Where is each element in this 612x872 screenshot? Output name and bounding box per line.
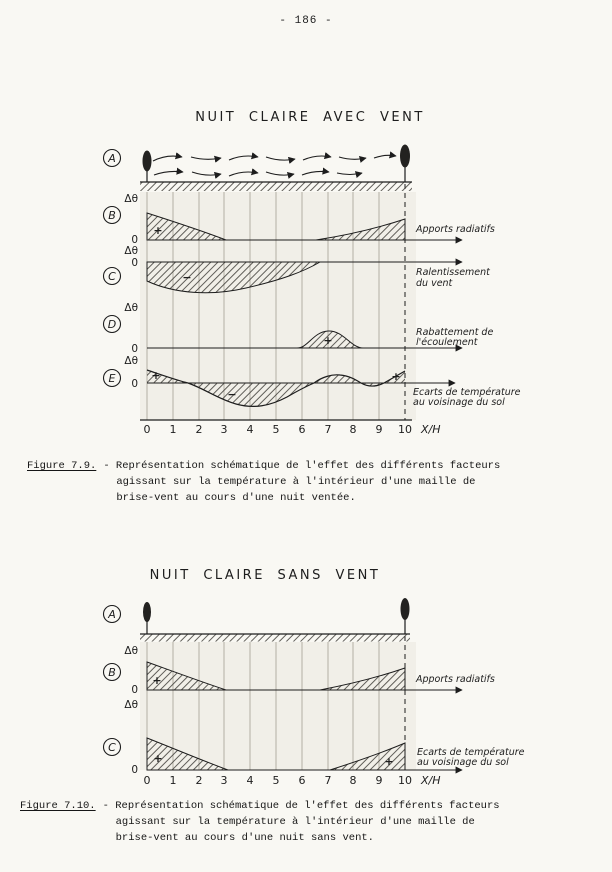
- figure-7-10-label: Figure 7.10.: [20, 800, 96, 812]
- tick-label: 1: [169, 423, 177, 436]
- zero-label: 0: [131, 764, 138, 776]
- label-voisinage-sol: au voisinage du sol: [413, 397, 505, 408]
- x-axis: [140, 420, 441, 436]
- plot-background: [140, 642, 416, 770]
- caption-line: - Représentation schématique de l'effet des différents facteurs: [103, 460, 501, 472]
- plus-sign: +: [151, 369, 161, 382]
- panel-letter-b: B: [108, 209, 116, 222]
- tick-label: 6: [298, 423, 306, 436]
- minus-sign: −: [227, 388, 237, 401]
- tick-label: 7: [324, 774, 332, 787]
- tick-label: 6: [298, 774, 306, 787]
- panel-letter-c: C: [108, 270, 116, 283]
- plus-sign: +: [153, 224, 163, 237]
- caption-text: [103, 458, 500, 506]
- tick-label: 4: [246, 774, 254, 787]
- label-du-vent: du vent: [416, 278, 453, 289]
- figure-7-10-caption: [20, 798, 500, 846]
- caption-text: [103, 798, 500, 846]
- zero-label: 0: [131, 234, 138, 246]
- label-apports-radiatifs: Apports radiatifs: [416, 674, 495, 685]
- plus-sign: +: [153, 752, 163, 765]
- zero-label: 0: [131, 257, 138, 269]
- panel-a-flow-scheme: [104, 145, 413, 192]
- caption-line: agissant sur la température à l'intérieur d'une maille de: [115, 816, 475, 828]
- page-number: - 186 -: [279, 15, 333, 27]
- tick-label: 8: [349, 423, 357, 436]
- x-axis-unit-label: X/H: [421, 423, 441, 436]
- tick-label: 0: [143, 423, 151, 436]
- x-axis: [144, 774, 441, 787]
- delta-theta-label: Δθ: [124, 645, 138, 657]
- tick-label: 9: [375, 423, 383, 436]
- tick-label: 3: [220, 774, 228, 787]
- label-voisinage-sol: au voisinage du sol: [417, 757, 509, 768]
- caption-line: brise-vent au cours d'une nuit ventée.: [116, 492, 356, 504]
- tick-label: 1: [169, 774, 177, 787]
- figure-7-9-diagram: [0, 130, 612, 455]
- tree-left-icon: [143, 602, 151, 634]
- figure-7-10-diagram: [0, 592, 612, 792]
- panel-a-ground-scheme: [104, 598, 411, 642]
- x-axis-unit-label: X/H: [421, 774, 441, 787]
- plus-sign: +: [152, 674, 162, 687]
- figure1-title: NUIT CLAIRE AVEC VENT: [195, 110, 425, 125]
- delta-theta-label: Δθ: [124, 302, 138, 314]
- figure2-title: NUIT CLAIRE SANS VENT: [149, 568, 381, 583]
- tick-label: 2: [195, 423, 203, 436]
- plus-sign: +: [384, 755, 394, 768]
- label-ralentissement: Ralentissement: [416, 267, 490, 278]
- tick-label: 10: [398, 774, 412, 787]
- plus-sign: +: [391, 370, 401, 383]
- minus-sign: −: [182, 271, 192, 284]
- delta-theta-label: Δθ: [124, 699, 138, 711]
- tick-label: 0: [143, 774, 151, 787]
- panel-letter-c: C: [108, 741, 116, 754]
- zero-label: 0: [131, 378, 138, 390]
- tree-right-icon: [401, 598, 410, 634]
- panel-letter-e: E: [108, 372, 116, 385]
- tick-label: 9: [375, 774, 383, 787]
- panel-letter-b: B: [108, 666, 116, 679]
- tick-label: 5: [272, 423, 280, 436]
- label-rabattement: Rabattement de: [416, 327, 494, 338]
- tick-label: 10: [398, 423, 412, 436]
- figure-7-9-caption: [27, 458, 500, 506]
- label-apports-radiatifs: Apports radiatifs: [416, 224, 495, 235]
- tick-label: 3: [220, 423, 228, 436]
- tick-label: 4: [246, 423, 254, 436]
- delta-theta-label: Δθ: [124, 245, 138, 257]
- label-ecoulement: l'écoulement: [416, 337, 478, 348]
- figure-7-9-label: Figure 7.9.: [27, 460, 97, 472]
- caption-line: - Représentation schématique de l'effet des différents facteurs: [102, 800, 500, 812]
- panel-letter-a: A: [108, 152, 116, 165]
- panel-letter-a: A: [108, 608, 116, 621]
- delta-theta-label: Δθ: [124, 193, 138, 205]
- tick-label: 2: [195, 774, 203, 787]
- tick-label: 7: [324, 423, 332, 436]
- plus-sign: +: [323, 334, 333, 347]
- zero-label: 0: [131, 684, 138, 696]
- zero-label: 0: [131, 343, 138, 355]
- caption-line: agissant sur la température à l'intérieur d'une maille de: [116, 476, 476, 488]
- panel-letter-d: D: [107, 318, 117, 331]
- tick-label: 8: [349, 774, 357, 787]
- ground-hatch: [140, 183, 412, 192]
- label-ecarts-temperature: Ecarts de température: [413, 387, 521, 398]
- tree-left-icon: [143, 151, 152, 183]
- label-ecarts-temperature: Ecarts de température: [417, 747, 525, 758]
- delta-theta-label: Δθ: [124, 355, 138, 367]
- wind-flow-arrows: [153, 155, 396, 176]
- tick-label: 5: [272, 774, 280, 787]
- ground-hatch: [140, 635, 410, 642]
- tree-right-icon: [400, 145, 410, 183]
- caption-line: brise-vent au cours d'une nuit sans vent.: [115, 832, 374, 844]
